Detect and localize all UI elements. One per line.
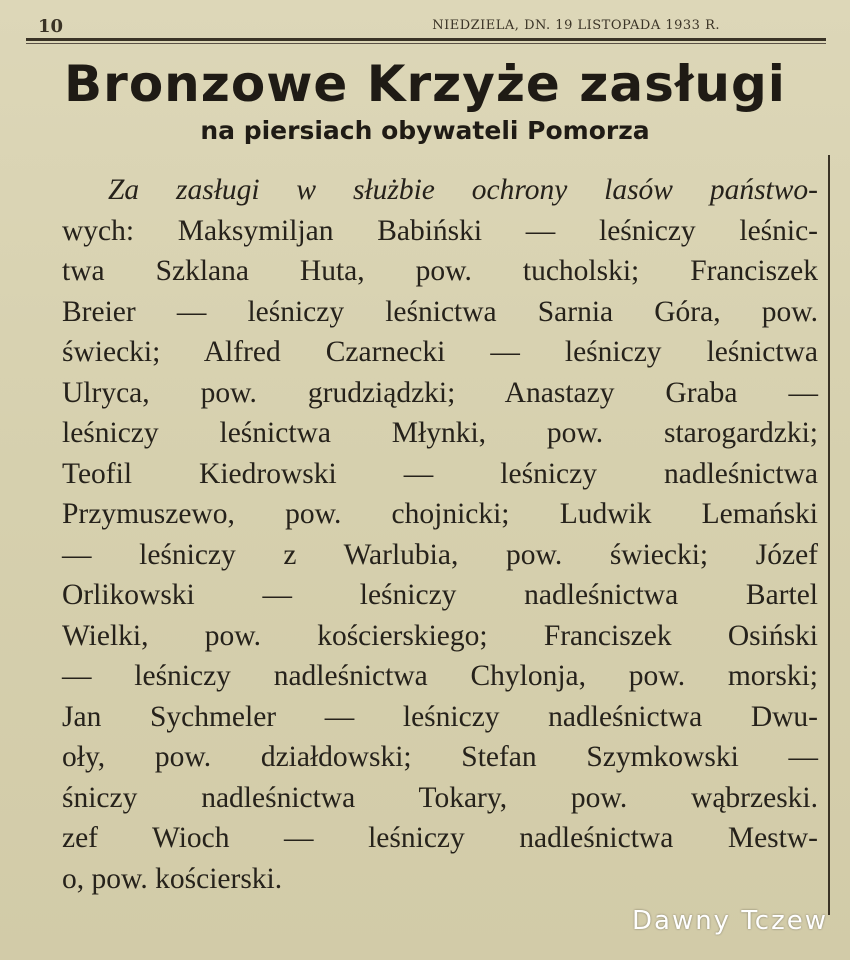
page-number: 10 [38, 16, 64, 37]
article-line: Za zasługi w służbie ochrony lasów państwo- [108, 174, 818, 206]
article-line: Wielki, pow. kościerskiego; Franciszek Osiński [62, 619, 818, 652]
article-line: wych: Maksymiljan Babiński — leśniczy leśnic- [62, 214, 818, 247]
article-line: śniczy nadleśnictwa Tokary, pow. wąbrzeski. [62, 781, 818, 814]
article-line: Przymuszewo, pow. chojnicki; Ludwik Lemański [62, 498, 818, 530]
article-line: świecki; Alfred Czarnecki — leśniczy leśnictwa [62, 336, 818, 368]
article-line: Teofil Kiedrowski — leśniczy nadleśnictwa [62, 457, 818, 490]
article-line: twa Szklana Huta, pow. tucholski; Franciszek [62, 255, 818, 287]
article-line: Ulryca, pow. grudziądzki; Anastazy Graba — [62, 376, 818, 409]
page-header [30, 14, 830, 38]
article-line: zef Wioch — leśniczy nadleśnictwa Mestw- [62, 822, 818, 854]
article-line: o, pow. kościerski. [62, 862, 283, 895]
dateline: NIEDZIELA, DN. 19 LISTOPADA 1933 R. [432, 18, 720, 33]
headline: Bronzowe Krzyże zasługi [64, 55, 786, 113]
article-body [62, 170, 818, 899]
article-line: Orlikowski — leśniczy nadleśnictwa Bartel [62, 579, 818, 611]
watermark: Dawny Tczew [631, 906, 828, 936]
article-line: oły, pow. działdowski; Stefan Szymkowski — [62, 741, 818, 773]
article-line: Jan Sychmeler — leśniczy nadleśnictwa Dwu- [62, 700, 818, 733]
header-rule [26, 38, 826, 41]
column-rule [828, 155, 830, 915]
header-rule-thin [26, 43, 826, 44]
article-line: — leśniczy z Warlubia, pow. świecki; Józef [62, 538, 818, 571]
article-line: — leśniczy nadleśnictwa Chylonja, pow. morski; [62, 660, 818, 692]
subheadline: na piersiach obywateli Pomorza [200, 116, 650, 145]
article-line: Breier — leśniczy leśnictwa Sarnia Góra, pow. [62, 295, 818, 328]
article-line: leśniczy leśnictwa Młynki, pow. starogardzki; [62, 417, 818, 449]
